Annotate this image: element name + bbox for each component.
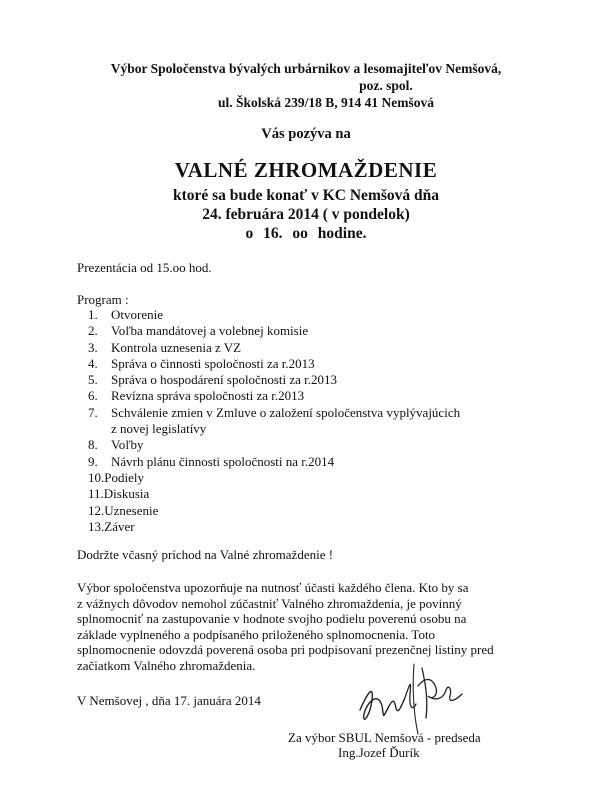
arrival-notice: Dodržte včasný príchod na Valné zhromaždenie ! <box>77 547 334 562</box>
program-item <box>88 356 528 372</box>
program-item-continuation: z novej legislatívy <box>111 421 207 437</box>
program-item <box>88 503 528 519</box>
program-item-text: Revízna správa spoločnosti za r.2013 <box>111 388 305 404</box>
program-item-number: 12. <box>88 502 105 518</box>
program-item <box>88 323 528 339</box>
proxy-paragraph <box>77 580 547 674</box>
program-item-text: Diskusia <box>103 486 150 502</box>
date-line: V Nemšovej , dňa 17. januára 2014 <box>77 693 261 708</box>
program-item-number: 3. <box>88 339 98 355</box>
program-item-text: Otvorenie <box>111 307 163 322</box>
paragraph-line: splnomocnenie odovzdá poverená osoba pri podpisovaní prezenčnej listiny pred <box>77 642 494 658</box>
paragraph-line: začiatkom Valného zhromaždenia. <box>77 657 256 673</box>
program-item <box>88 486 528 502</box>
signatory-role: Za výbor SBUL Nemšová - predseda <box>288 730 481 745</box>
program-item-text: Kontrola uznesenia z VZ <box>111 339 242 355</box>
program-item <box>88 405 528 421</box>
program-item-text: Voľby <box>111 437 144 453</box>
meeting-details <box>0 186 612 243</box>
program-item <box>88 454 528 470</box>
meeting-venue: ktoré sa bude konať v KC Nemšová dňa <box>172 187 439 204</box>
signatory-name: Ing.Jozef Ďurík <box>338 745 420 760</box>
handwritten-signature <box>352 660 472 736</box>
document-title: VALNÉ ZHROMAŽDENIE <box>174 158 438 182</box>
paragraph-line: z vážnych dôvodov nemohol zúčastniť Valného zhromaždenia, je povinný <box>77 595 462 611</box>
program-item-text: Podiely <box>104 469 144 485</box>
program-item-text: Správa o činnosti spoločnosti za r.2013 <box>111 355 315 371</box>
presentation-time: Prezentácia od 15.oo hod. <box>77 260 212 275</box>
program-item <box>88 519 528 535</box>
program-item-number: 4. <box>88 355 98 371</box>
program-item-number: 9. <box>88 453 98 469</box>
paragraph-line: splnomocniť na zastupovanie v hodnote svojho podielu poverenú osobu na <box>77 611 467 627</box>
meeting-time: o 16. oo hodine. <box>245 225 367 242</box>
program-item-number: 6. <box>88 388 98 404</box>
program-item-number: 7. <box>88 404 98 420</box>
program-item <box>88 437 528 453</box>
program-item <box>88 307 528 323</box>
program-label: Program : <box>77 292 129 307</box>
program-item-number: 10. <box>88 469 105 485</box>
program-item-text: Voľba mandátovej a volebnej komisie <box>111 323 309 339</box>
meeting-date: 24. februára 2014 ( v pondelok) <box>202 206 410 223</box>
program-item-text: Uznesenie <box>104 502 159 518</box>
organization-type: poz. spol. <box>359 78 413 93</box>
program-item <box>88 372 528 388</box>
program-item-number: 1. <box>88 307 98 322</box>
program-item <box>88 470 528 486</box>
organization-address: ul. Školská 239/18 B, 914 41 Nemšová <box>217 95 435 110</box>
signature-block <box>288 730 481 760</box>
organization-header <box>0 60 612 111</box>
program-item-number: 2. <box>88 323 98 339</box>
invitation-text: Vás pozýva na <box>261 126 351 142</box>
program-item-number: 11. <box>88 486 104 502</box>
program-item-number: 8. <box>88 437 98 453</box>
program-item <box>88 388 528 404</box>
program-item-number: 5. <box>88 372 98 388</box>
organization-name: Výbor Spoločenstva bývalých urbárnikov a lesomajiteľov Nemšová, <box>110 61 502 76</box>
paragraph-line: Výbor spoločenstva upozorňuje na nutnosť účasti každého člena. Kto by sa <box>77 580 469 595</box>
program-item <box>88 340 528 356</box>
program-item-text: Schválenie zmien v Zmluve o založení spoločenstva vyplývajúcich <box>111 404 461 420</box>
program-item-number: 13. <box>88 518 105 534</box>
program-item-text: Záver <box>104 518 135 534</box>
program-item-text: Návrh plánu činnosti spoločnosti na r.2014 <box>111 453 335 469</box>
paragraph-line: základe vyplneného a podpísaného priloženého splnomocnenia. Toto <box>77 626 436 642</box>
program-list <box>88 307 528 535</box>
program-item-text: Správa o hospodárení spoločnosti za r.2013 <box>111 372 338 388</box>
